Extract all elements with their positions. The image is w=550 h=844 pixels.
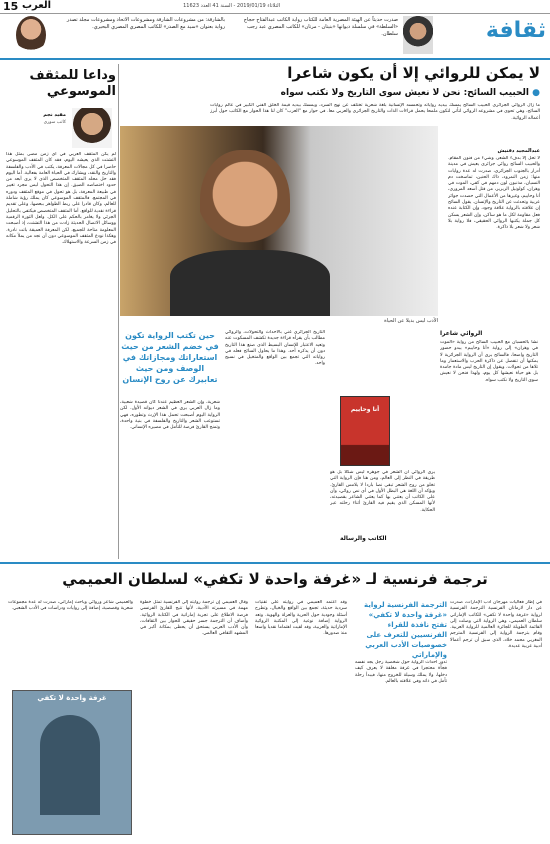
opinion-body: لم يكن المثقف العربي في أي زمن مضى بمثل هذا التشتت الذي يعيشه اليوم، فقد كان المثقف الموسوعي حاضرا في كل مجالات المعرفة، يكتب في الأدب والفلسفة والتاريخ والنقد، ويشارك في الحياة العامة بفعالية. أما اليوم فقد حل محله المثقف المتخصص الذي لا يرى أبعد من حدود اختصاصه الضيق. إن هذا التحول ليس مجرد تغيير في طبيعة المعرفة، بل هو تحول في موقع المثقف ودوره في المجتمع. فالمثقف الموسوعي كان يملك رؤية شاملة للعالم، وكان قادرا على ربط الظواهر ببعضها، وعلى تقديم قراءة نقدية للواقع. أما المثقف المتخصص فيكتفي بالتحليل الجزئي ولا يغامر بالحكم على الكل. ولعل الثورة الرقمية ووسائل الاتصال الحديثة زادت من هذا التشتت، إذ أصبحت المعلومة متاحة للجميع، لكن المعرفة العميقة باتت نادرة. وهكذا نودع المثقف الموسوعي دون أن نجد من يملأ مكانه في زمن السرعة والاستهلاك. [6,152,116,246]
section-title: ثقافة [485,18,546,43]
book-cover-title: أنا وحاييم [350,406,380,413]
opinion-author-photo [72,108,112,148]
promo-left: بالشارقة: من مشروعات الشارقة ومشروعات الاتحاد ومشروعات مجلد تصدر رواية بعنوان «سيد مع الصدر» للكاتب المصري المصري البحيري. [66,17,225,30]
bottom-column-4: وقال العميمي إن ترجمة روايته إلى الفرنسية تمثل خطوة مهمة في مسيرته الأدبية، لأنها تتيح للقارئ الفرنسي فرصة الاطلاع على تجربة إماراتية في الكتابة الروائية. وأضاف أن الترجمة جسر حقيقي للحوار بين الثقافات، وأن الأدب العربي يستحق أن يحظى بمكانة أكبر في المشهد الثقافي العالمي. [140,600,248,637]
bottom-rule [0,562,550,564]
photo-caption: الأدب ليس بديلا عن الحياة [384,318,438,324]
promo-portrait-right [403,16,433,54]
promo-portrait-left [16,16,46,54]
opinion-author-role: كاتب سوري [43,120,66,125]
main-subhead: ● الحبيب السائح: نحن لا نعيش سوى التاريخ ولا نكتب سواه [140,88,540,98]
author-photo-face [200,150,290,260]
bottom-column-5: والعميمي شاعر وروائي وباحث إماراتي، صدرت له عدة مجموعات شعرية وقصصية، إضافة إلى روايات ودراسات في الأدب الشعبي. [8,600,133,612]
promo-right: صدرت حديثاً عن الهيئة المصرية العامة للكتاب رواية الكاتب عبدالفتاح حجاج «السلطة» في سلسلة ديوانها «بنيتان - مرتان» للكاتب المصري عبد رجب سلطان. [243,17,398,37]
article-column-1: لا تحل إلا بدفء الشعر، وشيء من فنون المقام. والحبيب السائح روائي جزائري يعيش في مدينة أدرار بالجنوب الجزائري، صدرت له عدة روايات منها: زمن النمرود، ذاك الحنين، تماسخت دم النسيان، مذنبون لون دمهم في كفي، الموت في وهران، كولونيل الزبربر، من قتل أسعد المروري، أنا وحاييم، وغيرها من الأعمال التي حصدت جوائز عربية وتحدثت عن التاريخ والإنسان. يقول السائح إن علاقته بالرواية علاقة وجود، وإن الكتابة عنده فعل مقاومة لكل ما هو ساكن، وإن الشعر يسكن كل جملة يكتبها الروائي الحقيقي، فلا رواية بلا شعر ولا شعر بلا ذاكرة. [448,156,540,231]
bottom-headline: ترجمة فرنسية لـ «غرفة واحدة لا تكفي» لسلطان العميمي [62,570,488,588]
article-byline: عبدالمجيد دقنيش [497,148,540,154]
section-subhead-poet: الروائي شاعرا [440,330,483,337]
article-intro: ما زال الروائي الجزائري الحبيب السائح يمسك بيديه رواياته وتحمسه الإنسانية بلغة شعرية تختلف عن نهج السرد، ويمسك بيديه قيمة الخلق الفني الكبير في عالم روايات السائح، وهي تحوي في مشروعه الروائي لتأتي لتكون ملمحا يحمل قراءات الذات والتاريخ الجزائري والعربي معا. في حوار مع "العرب" كان لنا هذا الحوار مع الكاتب حول أبرز أعماله الروائية. [210,103,540,121]
opinion-author: مفيد نجم [43,112,66,118]
article-column-left: شعرية، وإن الشعر العظيم عندنا كان قصيدة شعبية، وما زال العربي يرى في الشعر ديوانه الأول. لكن الرواية اليوم أصبحت تحمل هذا الإرث وتطوره، فهي تستوعب الشعر والتاريخ والفلسفة في بنية واحدة، وتمنح القارئ فرصة للتأمل في مصيره الإنساني. [120,400,220,431]
article-column-mid: التاريخ الجزائري غني بالأحداث والتحولات، والروائي مطالب بأن يقرأه قراءة جديدة تكشف المسكوت عنه وتعيد الاعتبار للإنسان البسيط الذي صنع هذا التاريخ دون أن يذكره أحد. وهذا ما يحاول السائح فعله في رواياته التي تجمع بين الواقع والمتخيل في نسيج واحد. [225,330,325,367]
author-photo-body [170,250,330,316]
bottom-column-1: في إطار فعاليات مهرجان أدب الإمارات، صدرت عن دار لارماتان الفرنسية الترجمة الفرنسية لرواية «غرفة واحدة لا تكفي» للكاتب الإماراتي سلطان العميمي، وهي الرواية التي وصلت إلى القائمة الطويلة للجائزة العالمية للرواية العربية. وقام بترجمة الرواية إلى الفرنسية المترجم المغربي محمد خلاد، الذي سبق أن ترجم أعمالا أدبية عربية عديدة. [450,600,542,650]
section-rule [0,58,550,60]
article-column-2: يرى الروائي أن الشعر في جوهره ليس شكلا بل هو طريقة في النظر إلى العالم، ومن هنا فإن الرواية التي تخلو من روح الشعر تبقى نصا باردا لا يلامس القارئ. ويؤكد أن اللغة هي البطل الأول في أي نص روائي، وأن على الكاتب أن يعتني بها كما يعتني الشاعر بقصيدته، لأنها المسكن الذي يقيم فيه القارئ أثناء رحلته عبر الحكاية. [330,470,435,513]
issue-line: الثلاثاء 2019/01/19 - السنة 41 العدد 11623 [183,3,280,9]
main-headline: لا يمكن للروائي إلا أن يكون شاعرا [287,64,540,82]
novel-cover-title: غرفة واحدة لا تكفي [37,694,107,702]
page-number: 15 [3,0,19,13]
pull-quote: حين تكتب الرواية تكون في خضم الشعر من حيث استعاراتك ومجازاتك في الوصف ومن حيث تعابيرك عن روح الإنسان [121,331,219,384]
novel-cover-door [40,715,100,815]
bottom-column-3: وقد اعتمد العميمي في روايته على تقنيات سردية حديثة، تجمع بين الواقع والخيال، وتطرح أسئلة وجودية حول الحرية والعزلة والهوية. وتعد الرواية إضافة نوعية إلى المكتبة الروائية الإماراتية والعربية، وقد لقيت اهتماما نقديا واسعا منذ صدورها. [255,600,347,637]
section-subhead-writer: الكاتب والرسالة [340,535,387,542]
opinion-title: وداعا للمثقف الموسوعي [29,68,116,99]
bottom-column-2: تدور أحداث الرواية حول شخصية رجل يجد نفسه فجأة محتجزا في غرفة مغلقة لا يعرف كيف دخلها، ولا يملك وسيلة للخروج منها، فيبدأ رحلة تأمل في ذاته وفي علاقته بالعالم. [355,660,447,684]
column-divider [118,64,119,559]
newspaper-logo: العرب [22,0,52,11]
article-column-3: نشأ بالحسبان مع الحبيب السائح من رواية «الموت في وهران» إلى رواية «أنا وحاييم» يبدو حضور التاريخ واضحا، فالسائح يرى أن الرواية الجزائرية لا يمكنها أن تنفصل عن ذاكرة الحرب والاستعمار وما تلاها من تحولات. ويقول إن التاريخ ليس مادة جامدة بل هو حياة نعيشها كل يوم، ولهذا فنحن لا نعيش سوى التاريخ ولا نكتب سواه. [440,340,538,383]
bottom-subhead: الترجمة الفرنسية لرواية «غرفة واحدة لا تكفي» تفتح نافذة للقراء الفرنسيين للتعرف على خصوصيات الأدب العربي والإماراتي [364,601,447,659]
